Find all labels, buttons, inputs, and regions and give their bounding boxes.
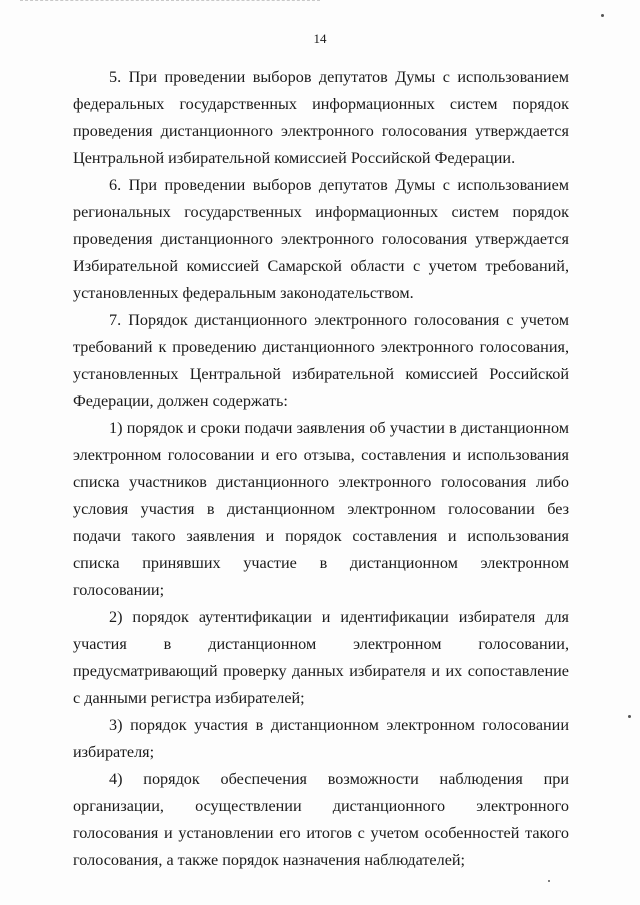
- list-item-1: 1) порядок и сроки подачи заявления об участии в дистанционном электронном голосовании и его отзыва, составления и использования списка участников дистанционного электронного голосования либо условия участия в дистанционном электронном голосовании без подачи такого заявления и порядок составления и использования списка принявших участие в дистанционном электронном голосовании;: [73, 419, 569, 599]
- paragraph-5: 5. При проведении выборов депутатов Думы с использованием федеральных государственных информационных систем порядок проведения дистанционного электронного голосования утверждается Центральной избирательной комиссией Российской Федерации.: [73, 68, 569, 167]
- scan-speck: [601, 14, 604, 17]
- list-item-3: 3) порядок участия в дистанционном электронном голосовании избирателя;: [73, 716, 569, 761]
- paragraph-7: 7. Порядок дистанционного электронного голосования с учетом требований к проведению дистанционного электронного голосования, установленных Центральной избирательной комиссией Российской Федерации, должен содержать:: [73, 311, 569, 410]
- list-item-2: 2) порядок аутентификации и идентификации избирателя для участия в дистанционном электронном голосовании, предусматривающий проверку данных избирателя и их сопоставление с данными регистра избирателей;: [73, 608, 569, 707]
- scan-edge-marks: [20, 0, 320, 5]
- list-item-4: 4) порядок обеспечения возможности наблюдения при организации, осуществлении дистанционного электронного голосования и установлении его итогов с учетом особенностей такого голосования, а также порядок назначения наблюдателей;: [73, 770, 569, 869]
- document-body: [73, 64, 569, 874]
- page-number: 14: [313, 31, 327, 46]
- scan-speck: [628, 715, 631, 718]
- paragraph-6: 6. При проведении выборов депутатов Думы с использованием региональных государственных информационных систем порядок проведения дистанционного электронного голосования утверждается Избирательной комиссией Самарской области с учетом требований, установленных федеральным законодательством.: [73, 176, 569, 302]
- scan-speck: [548, 880, 550, 882]
